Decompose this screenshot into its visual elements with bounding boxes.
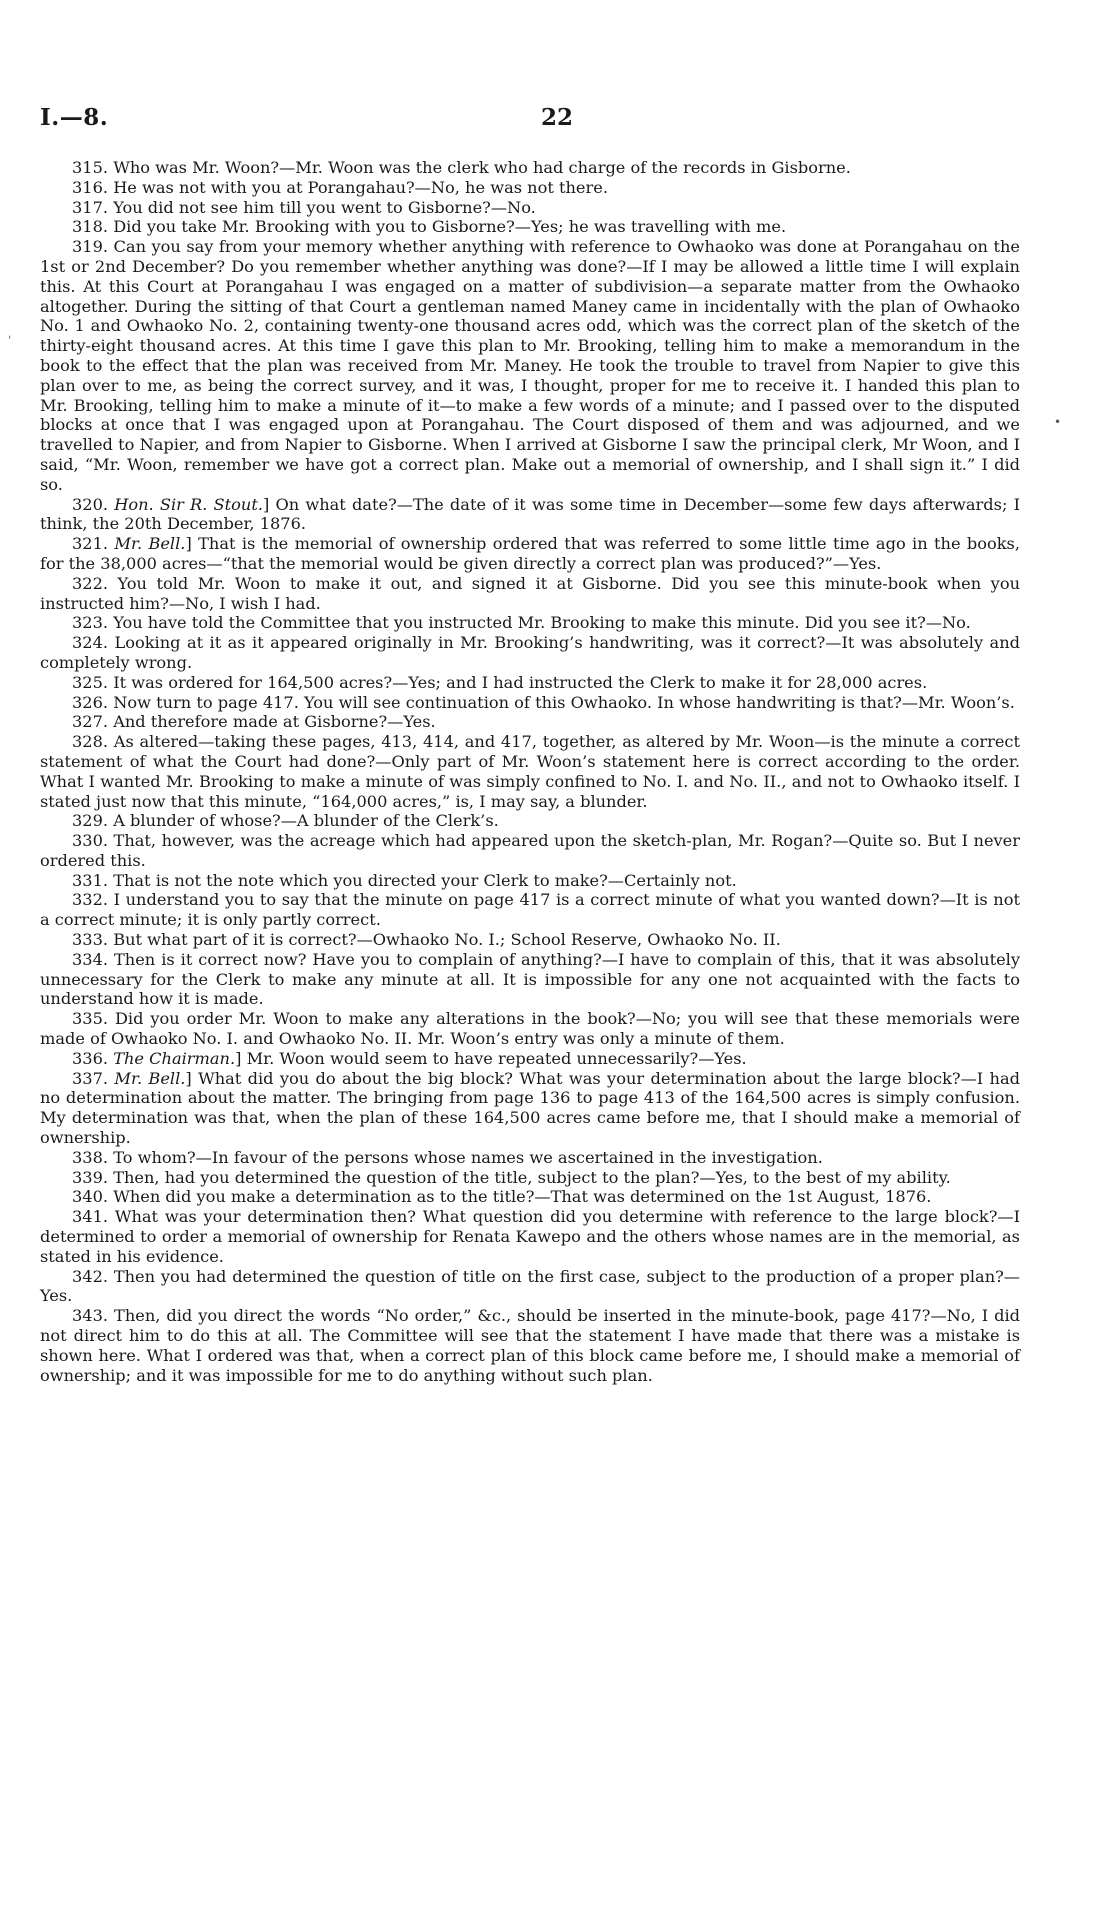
paragraph: 338. To whom?—In favour of the persons whose names we ascertained in the investigation. <box>72 1147 823 1167</box>
page-header <box>0 104 1114 136</box>
paragraph: 341. What was your determination then? What question did you determine with reference to the large block?—I determined to order a memorial of ownership for Renata Kawepo and the others whose names are in the memorial, as stated in his evidence. <box>40 1207 1020 1266</box>
paragraph: 335. Did you order Mr. Woon to make any alterations in the book?—No; you will see that these memorials were made of Owhaoko No. I. and Owhaoko No. II. Mr. Woon’s entry was only a minute of them. <box>40 1009 1020 1049</box>
paragraph: 315. Who was Mr. Woon?—Mr. Woon was the clerk who had charge of the records in Gisborne. <box>72 158 851 177</box>
paragraph: 317. You did not see him till you went to Gisborne?—No. <box>72 197 536 217</box>
paragraph: 322. You told Mr. Woon to make it out, and signed it at Gisborne. Did you see this minute-book when you instructed him?—No, I wish I had. <box>40 573 1020 613</box>
paragraph: 331. That is not the note which you directed your Clerk to make?—Certainly not. <box>72 870 737 890</box>
margin-mark: ˌ <box>8 326 12 340</box>
paragraph: 332. I understand you to say that the minute on page 417 is a correct minute of what you wanted down?—It is not a correct minute; it is only partly correct. <box>40 890 1020 930</box>
paragraph: 343. Then, did you direct the words “No order,” &c., should be inserted in the minute-book, page 417?—No, I did not direct him to do this at all. The Committee will see that the statement I have made that there was a mistake is shown here. What I ordered was that, when a correct plan of this block came before me, I should make a memorial of ownership; and it was impossible for me to do anything without such plan. <box>40 1306 1020 1385</box>
paragraph: 316. He was not with you at Porangahau?—No, he was not there. <box>72 177 608 197</box>
paragraph: 325. It was ordered for 164,500 acres?—Yes; and I had instructed the Clerk to make it for 28,000 acres. <box>72 672 928 692</box>
paragraph: 339. Then, had you determined the question of the title, subject to the plan?—Yes, to the best of my ability. <box>72 1167 951 1187</box>
paragraph: 328. As altered—taking these pages, 413, 414, and 417, together, as altered by Mr. Woon—is the minute a correct statement of what the Court had done?—Only part of Mr. Woon’s statement here is correct according to the order. What I wanted Mr. Brooking to make a minute of was simply confined to No. I. and No. II., and not to Owhaoko itself. I stated just now that this minute, “164,000 acres,” is, I may say, a blunder. <box>40 732 1020 811</box>
speaker: Hon. Sir R. Stout. <box>114 494 263 514</box>
paragraph: 321. Mr. Bell.] That is the memorial of ownership ordered that was referred to some little time ago in the books, for the 38,000 acres—“that the memorial would be given directly a correct plan was produced?”—Yes. <box>40 534 1020 573</box>
paragraph: 318. Did you take Mr. Brooking with you to Gisborne?—Yes; he was travelling with me. <box>72 217 787 237</box>
paragraph: 330. That, however, was the acreage which had appeared upon the sketch-plan, Mr. Rogan?—Quite so. But I never ordered this. <box>40 831 1020 870</box>
paragraph: 342. Then you had determined the question of title on the first case, subject to the production of a proper plan?—Yes. <box>40 1266 1020 1306</box>
document-reference: I.—8. <box>40 104 109 131</box>
paragraph: 326. Now turn to page 417. You will see continuation of this Owhaoko. In whose handwriting is that?—Mr. Woon’s. <box>72 692 1015 712</box>
margin-dot: • <box>1054 415 1062 429</box>
paragraph: 334. Then is it correct now? Have you to complain of anything?—I have to complain of this, that it was absolutely unnecessary for the Clerk to make any minute at all. It is impossible for any one not acquainted with the facts to understand how it is made. <box>40 949 1020 1009</box>
paragraph: 327. And therefore made at Gisborne?—Yes. <box>72 712 436 732</box>
paragraph: 337. Mr. Bell.] What did you do about the big block? What was your determination about the large block?—I had no determination about the matter. The bringing from page 136 to page 413 of the 164,500 acres is simply confusion. My determination was that, when the plan of these 164,500 acres came before me, that I should make a memorial of ownership. <box>40 1068 1020 1148</box>
paragraph: 336. The Chairman.] Mr. Woon would seem to have repeated unnecessarily?—Yes. <box>72 1048 747 1068</box>
paragraph: 333. But what part of it is correct?—Owhaoko No. I.; School Reserve, Owhaoko No. II. <box>72 930 781 950</box>
speaker: The Chairman. <box>113 1048 236 1068</box>
paragraph: 323. You have told the Committee that you instructed Mr. Brooking to make this minute. Did you see it?—No. <box>72 613 971 633</box>
paragraph: 319. Can you say from your memory whether anything with reference to Owhaoko was done at Porangahau on the 1st or 2nd December? Do you remember whether anything was done?—If I may be allowed a little time I will explain this. At this Court at Porangahau I was engaged on a matter of subdivision—a separate matter from the Owhaoko altogether. During the sitting of that Court a gentleman named Maney came in incidentally with the plan of Owhaoko No. 1 and Owhaoko No. 2, containing twenty-one thousand acres odd, which was the correct plan of the sketch of the thirty-eight thousand acres. At this time I gave this plan to Mr. Brooking, telling him to make a memorandum in the book to the effect that the plan was received from Mr. Maney. He took the trouble to travel from Napier to give this plan over to me, as being the correct survey, and it was, I thought, proper for me to receive it. I handed this plan to Mr. Brooking, telling him to make a minute of it—to make a few words of a minute; and I passed over to the disputed blocks at once that I was engaged upon at Porangahau. The Court disposed of them and was adjourned, and we travelled to Napier, and from Napier to Gisborne. When I arrived at Gisborne I saw the principal clerk, Mr Woon, and I said, “Mr. Woon, remember we have got a correct plan. Make out a memorial of ownership, and I shall sign it.” I did so. <box>40 237 1020 494</box>
paragraph: 324. Looking at it as it appeared originally in Mr. Brooking’s handwriting, was it correct?—It was absolutely and completely wrong. <box>40 633 1020 672</box>
paragraph: 340. When did you make a determination as to the title?—That was determined on the 1st August, 1876. <box>72 1187 932 1207</box>
paragraph: 320. Hon. Sir R. Stout.] On what date?—The date of it was some time in December—some few days afterwards; I think, the 20th December, 1876. <box>40 494 1020 534</box>
speaker: Mr. Bell. <box>114 1068 186 1088</box>
page-number: 22 <box>540 104 573 131</box>
speaker: Mr. Bell. <box>114 534 186 554</box>
body-text <box>40 158 1020 1385</box>
paragraph: 329. A blunder of whose?—A blunder of the Clerk’s. <box>72 811 499 831</box>
